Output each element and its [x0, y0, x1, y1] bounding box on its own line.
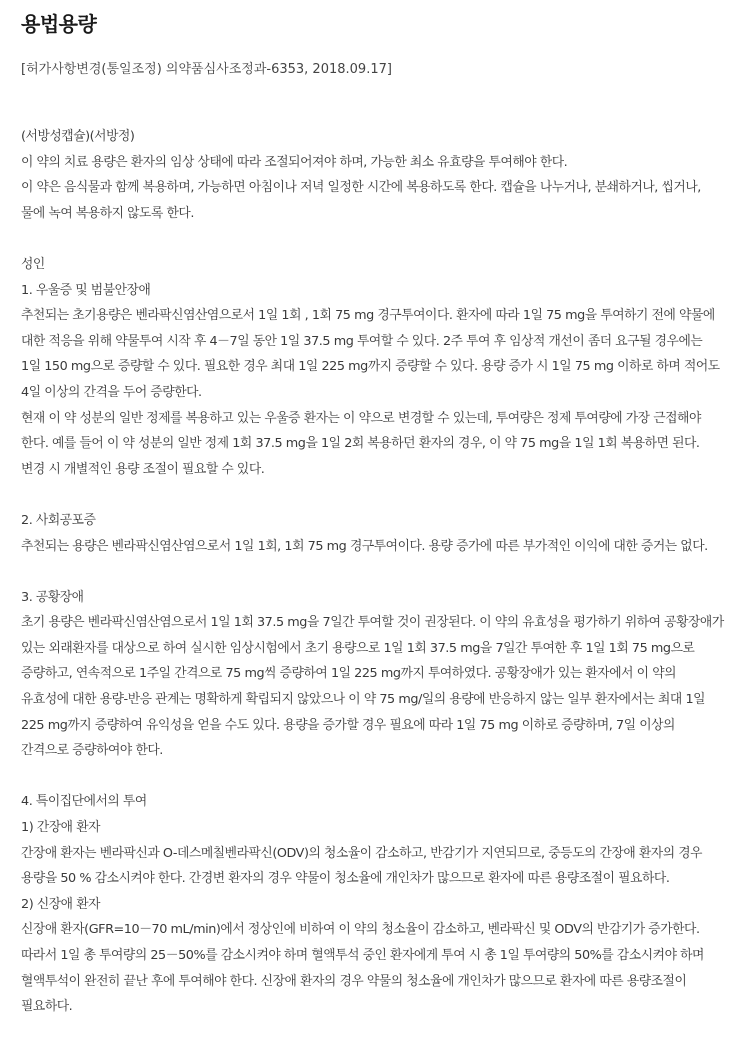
- spacer: [21, 482, 725, 508]
- text-line: 간장애 환자는 벤라팍신과 O-데스메칠벤라팍신(ODV)의 청소율이 감소하고, 반감기가 지연되므로, 중등도의 간장애 환자의 경우 용량을 50 % 감소시켜야 한다. 간경변 환자의 경우 약물이 청소율에 개인차가 많으므로 환자에 따른 용량조절이 필요하다.: [21, 845, 703, 887]
- section-social-phobia: [21, 508, 725, 559]
- spacer: [21, 559, 725, 585]
- text-line: 현재 이 약 성분의 일반 정제를 복용하고 있는 우울증 환자는 이 약으로 변경할 수 있는데, 투여량은 정제 투여량에 가장 근접해야 한다. 예를 들어 이 약 성분의 일반 정제 1회 37.5 mg을 1일 2회 복용하던 환자의 경우, 이 약 75 mg을 1일 1회 복용하면 된다. 변경 시 개별적인 용량 조절이 필요할 수 있다.: [21, 410, 701, 477]
- text-line: 추천되는 용량은 벤라팍신염산염으로서 1일 1회, 1회 75 mg 경구투여이다. 용량 증가에 따른 부가적인 이익에 대한 증거는 없다.: [21, 538, 708, 554]
- section-intro: [21, 124, 725, 226]
- sub-heading-hepatic: 1) 간장애 환자: [21, 820, 101, 836]
- page-title: 용법용량: [21, 12, 97, 36]
- subsection-heading: 2. 사회공포증: [21, 512, 96, 528]
- revision-note: [허가사항변경(통일조정) 의약품심사조정과-6353, 2018.09.17]: [21, 62, 392, 77]
- text-line: 초기 용량은 벤라팍신염산염으로서 1일 1회 37.5 mg을 7일간 투여할 것이 권장된다. 이 약의 유효성을 평가하기 위하여 공황장애가 있는 외래환자를 대상으로 하여 실시한 임상시험에서 초기 용량으로 1일 1회 37.5 mg을 7일간 투여한 후 1일 1회 75 mg으로 증량하고, 연속적으로 1주일 간격으로 75 mg씩 증량하여 1일 225 mg까지 투여하였다. 공황장애가 있는 환자에서 이 약의 유효성에 대한 용량-반응 관계는 명확하게 확립되지 않았으나 이 약 75 mg/일의 용량에 반응하지 않는 일부 환자에서는 최대 1일 225 mg까지 증량하여 유익성을 얻을 수도 있다. 용량을 증가할 경우 필요에 따라 1일 75 mg 이하로 증량하며, 7일 이상의 간격으로 증량하여야 한다.: [21, 615, 724, 759]
- subsection-heading: 3. 공황장애: [21, 589, 84, 605]
- text-line: 이 약의 치료 용량은 환자의 임상 상태에 따라 조절되어져야 하며, 가능한 최소 유효량을 투여해야 한다.: [21, 154, 568, 170]
- section-heading: 성인: [21, 256, 45, 272]
- spacer: [21, 226, 725, 252]
- text-line: 추천되는 초기용량은 벤라팍신염산염으로서 1일 1회 , 1회 75 mg 경구투여이다. 환자에 따라 1일 75 mg을 투여하기 전에 약물에 대한 적응을 위해 약물투여 시작 후 4－7일 동안 1일 37.5 mg 투여할 수 있다. 2주 투여 후 임상적 개선이 좀더 요구될 경우에는 1일 150 mg으로 증량할 수 있다. 필요한 경우 최대 1일 225 mg까지 증량할 수 있다. 용량 증가 시 1일 75 mg 이하로 하며 적어도 4일 이상의 간격을 두어 증량한다.: [21, 308, 720, 400]
- section-adult-depression: [21, 252, 725, 482]
- text-line: 신장애 환자(GFR=10－70 mL/min)에서 정상인에 비하여 이 약의 청소율이 감소하고, 벤라팍신 및 ODV의 반감기가 증가한다. 따라서 1일 총 투여량의 25－50%를 감소시켜야 하며 혈액투석 중인 환자에게 투여 시 총 1일 투여량의 50%를 감소시켜야 하며 혈액투석이 완전히 끝난 후에 투여해야 한다. 신장애 환자의 경우 약물의 청소율에 개인차가 많으므로 환자에 따른 용량조절이 필요하다.: [21, 922, 704, 1015]
- text-line: 이 약은 음식물과 함께 복용하며, 가능하면 아침이나 저녁 일정한 시간에 복용하도록 한다. 캡슐을 나누거나, 분쇄하거나, 씹거나, 물에 녹여 복용하지 않도록 한다.: [21, 180, 701, 221]
- spacer: [21, 764, 725, 790]
- document-body: [21, 124, 725, 1020]
- section-panic-disorder: [21, 585, 725, 764]
- subsection-heading: 1. 우울증 및 범불안장애: [21, 282, 151, 298]
- text-line: (서방성캡슐)(서방정): [21, 129, 135, 144]
- section-special-populations: [21, 789, 725, 1019]
- subsection-heading: 4. 특이집단에서의 투여: [21, 794, 147, 810]
- sub-heading-renal: 2) 신장애 환자: [21, 896, 101, 912]
